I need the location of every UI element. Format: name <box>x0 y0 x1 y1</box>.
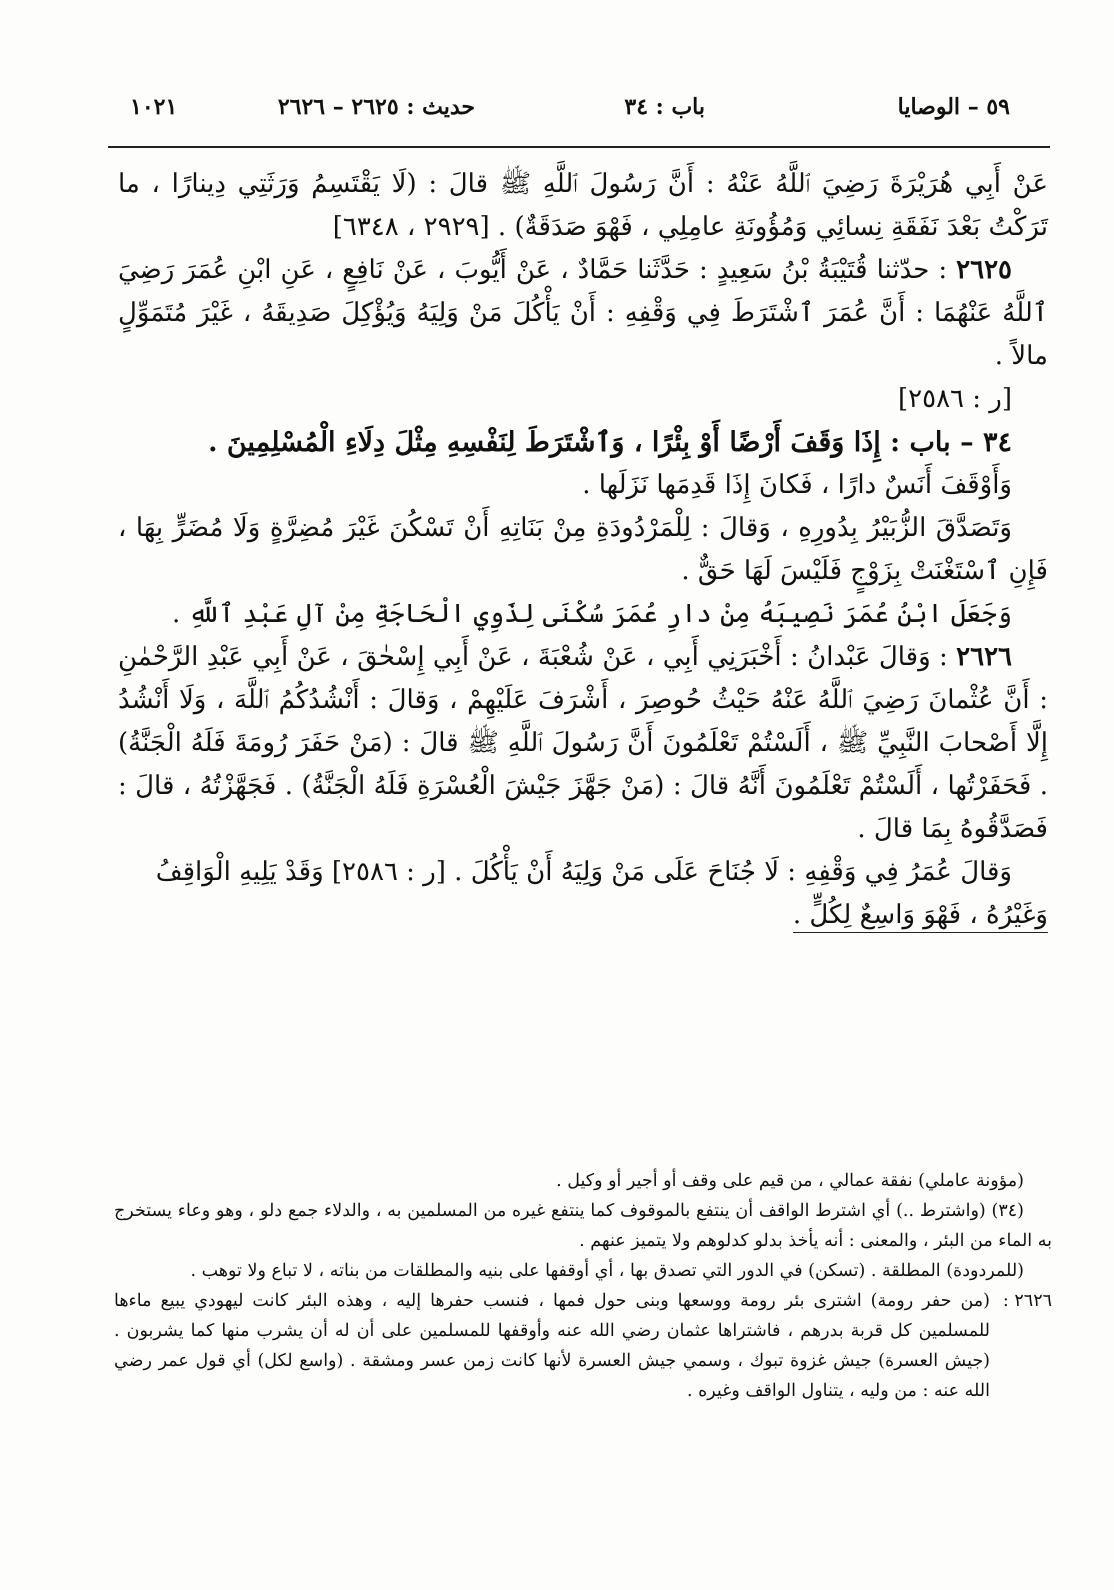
hadith-2626 <box>118 636 1048 851</box>
footnote-2626 <box>114 1286 1052 1406</box>
narration-umar: وَقالَ عُمَرُ فِي وَقْفِهِ : لَا جُنَاحَ عَلَى مَنْ وَلِيَهُ أَنْ يَأْكُلَ . [ر : ٢٥٨٦] وَقَدْ يَلِيهِ الْوَاقِفُ <box>155 857 1012 887</box>
narration-ibn-umar: وَجَعَلَ ابْنُ عُمَرَ نَصِيبَهُ مِنْ دارِ عُمَرَ سُكْنَى لِذَوِي الْحَاجَةِ مِنْ آلِ عَبْدِ ٱللَّهِ . <box>172 599 1012 629</box>
header-rule <box>108 146 1050 148</box>
hadith-text: عَنْ أَبِي هُرَيْرَةَ رَضِيَ ٱللَّهُ عَنْهُ : أَنَّ رَسُولَ ٱللَّهِ ﷺ قالَ : (لَا يَقْتَسِمُ وَرَثَتِي دِينارًا ، ما تَرَكْتُ بَعْدَ نَفَقَةِ نِسائِي وَمُؤُونَةِ عامِلِي ، فَهْوَ صَدَقَةٌ) . [٢٩٢٩ ، ٦٣٤٨] <box>118 169 1048 242</box>
footnote: (٣٤) (واشترط ..) أي اشترط الواقف أن ينتفع بالموقوف كما ينتفع غيره من المسلمين به ، والدلاء جمع دلو ، وهو وعاء يستخرج به الماء من البئر ، والمعنى : أنه يأخذ بدلو كدلوهم ولا يتميز عنهم . <box>114 1201 1052 1251</box>
closing-line <box>118 894 1048 937</box>
hadith-2626-text: : وَقالَ عَبْدانُ : أَخْبَرَنِي أَبِي ، عَنْ شُعْبَةَ ، عَنْ أَبِي إِسْحٰقَ ، عَنْ أَبِي عَبْدِ الرَّحْمٰنِ : أَنَّ عُثْمانَ رَضِيَ ٱللَّهُ عَنْهُ حَيْثُ حُوصِرَ ، أَشْرَفَ عَلَيْهِمْ ، وَقالَ : أَنْشُدُكُمُ ٱللَّهَ ، وَلَا أَنْشُدُ إِلَّا أَصْحابَ النَّبِيِّ ﷺ ، أَلَسْتُمْ تَعْلَمُونَ أَنَّ رَسُولَ ٱللَّهِ ﷺ قالَ : (مَنْ حَفَرَ رُومَةَ فَلَهُ الْجَنَّةُ) . فَحَفَرْتُها ، أَلَسْتُمْ تَعْلَمُونَ أَنَّهُ قالَ : (مَنْ جَهَّزَ جَيْشَ الْعُسْرَةِ فَلَهُ الْجَنَّةُ) . فَجَهَّزْتُهُ ، قالَ : فَصَدَّقُوهُ بِمَا قالَ . <box>118 642 1048 844</box>
chapter-heading: ٣٤ – باب : إِذَا وَقَفَ أَرْضًا أَوْ بِئْرًا ، وَٱشْتَرَطَ لِنَفْسِهِ مِثْلَ دِلَاءِ الْمُسْلِمِينَ . <box>208 427 1012 458</box>
footnotes <box>114 1166 1052 1406</box>
page-header <box>108 84 1050 130</box>
hadith-2625 <box>118 249 1048 378</box>
hadith-2625-text: : حدّثنا قُتَيْبَةُ بْنُ سَعِيدٍ : حَدَّثَنا حَمَّادٌ ، عَنْ أَيُّوبَ ، عَنْ نَافِعٍ ، عَنِ ابْنِ عُمَرَ رَضِيَ ٱللَّهُ عَنْهُمَا : أَنَّ عُمَرَ ٱشْتَرَطَ فِي وَقْفِهِ : أَنْ يَأْكُلَ مَنْ وَلِيَهُ وَيُؤْكِلَ صَدِيقَهُ ، غَيْرَ مُتَمَوِّلٍ مالاً . <box>118 255 1048 371</box>
cross-reference: [ر : ٢٥٨٦] <box>897 384 1012 414</box>
header-bab: باب : ٣٤ <box>624 94 705 120</box>
footnote-number: ٢٦٢٦ : <box>1002 1291 1052 1311</box>
footnote-2626-text: (من حفر رومة) اشترى بئر رومة ووسعها وبنى حول فمها ، فنسب حفرها إليه ، وهذه البئر كانت ليهودي يبيع ماءها للمسلمين كل قربة بدرهم ، فاشتراها عثمان رضي الله عنه وأوقفها للمسلمين على أن له أن يشرب منها كما يشربون . (جيش العسرة) جيش غزوة تبوك ، وسمي جيش العسرة لأنها كانت زمن عسر ومشقة . (واسع لكل) أي قول عمر رضي الله عنه : من وليه ، يتناول الواقف وغيره . <box>114 1291 990 1401</box>
main-text <box>118 163 1048 937</box>
page-number: ١٠٢١ <box>130 94 178 120</box>
closing-line-text: وَغَيْرُهُ ، فَهْوَ وَاسِعٌ لِكُلٍّ . <box>793 900 1048 933</box>
hadith-number: ٢٦٢٦ <box>956 642 1012 672</box>
header-hadith-range: حديث : ٢٦٢٥ – ٢٦٢٦ <box>277 94 475 120</box>
narration-anas: وَأَوْقَفَ أَنَسٌ دارًا ، فَكانَ إِذَا قَدِمَها نَزَلَها . <box>582 470 1012 500</box>
footnote: (مؤونة عاملي) نفقة عمالي ، من قيم على وقف أو أجير أو وكيل . <box>556 1171 1024 1191</box>
header-chapter: ٥٩ – الوصايا <box>897 94 1010 120</box>
narration-zubayr: وَتَصَدَّقَ الزُّبَيْرُ بِدُورِهِ ، وَقالَ : لِلْمَرْدُودَةِ مِنْ بَنَاتِهِ أَنْ تَسْكُنَ غَيْرَ مُضِرَّةٍ وَلَا مُضَرٍّ بِهَا ، فَإِنِ ٱسْتَغْنَتْ بِزَوْجٍ فَلَيْسَ لَهَا حَقٌّ . <box>118 513 1048 586</box>
footnote: (للمردودة) المطلقة . (تسكن) في الدور التي تصدق بها ، أي أوقفها على بنيه والمطلقات من بناته ، لا تباع ولا توهب . <box>190 1261 1024 1281</box>
hadith-number: ٢٦٢٥ <box>956 255 1012 285</box>
